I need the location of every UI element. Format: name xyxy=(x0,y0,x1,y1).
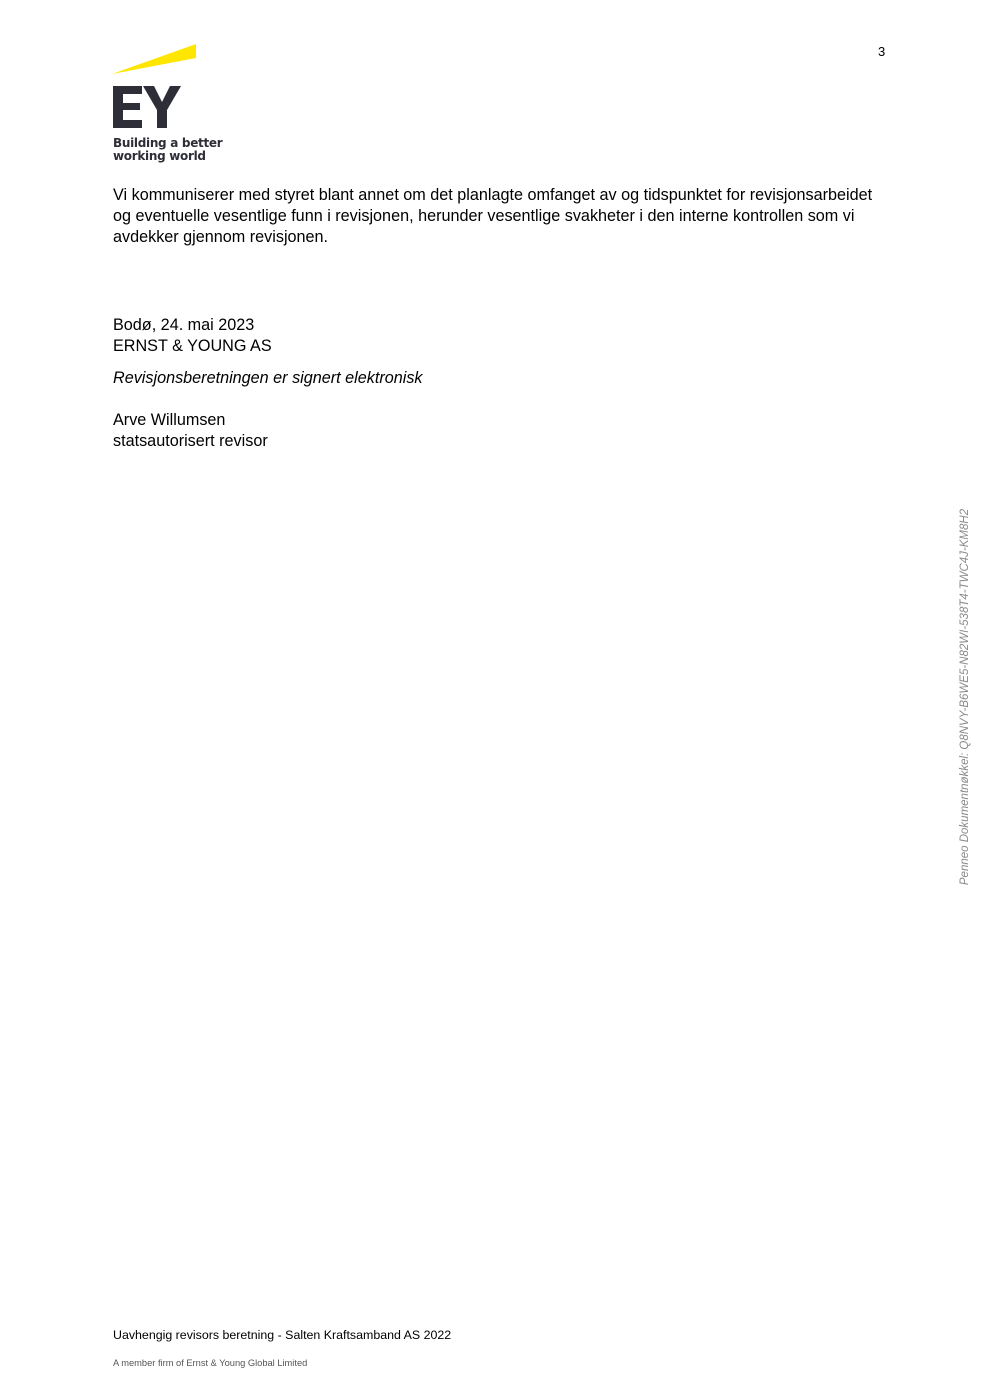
ey-logo-mark xyxy=(112,42,222,134)
penneo-document-key: Penneo Dokumentnøkkel: Q8NVY-B6WE5-N82WI-538T4-TWC4J-KM8H2 xyxy=(959,508,971,886)
place-and-firm xyxy=(113,315,272,356)
logo-tagline-line1: Building a better xyxy=(113,136,223,150)
signed-electronically-note: Revisjonsberetningen er signert elektronisk xyxy=(113,369,423,387)
signer-name: Arve Willumsen xyxy=(113,411,226,429)
footer-member-note: A member firm of Ernst & Young Global Limited xyxy=(113,1358,308,1368)
logo-tagline-line2: working world xyxy=(113,149,206,163)
ey-logo xyxy=(112,42,222,167)
signer-block xyxy=(113,410,268,452)
place-date: Bodø, 24. mai 2023 xyxy=(113,316,255,334)
firm-name: ERNST & YOUNG AS xyxy=(113,336,272,355)
footer-title: Uavhengig revisors beretning - Salten Kraftsamband AS 2022 xyxy=(113,1328,452,1342)
page-number: 3 xyxy=(878,44,886,59)
body-paragraph-text: Vi kommuniserer med styret blant annet om det planlagte omfanget av og tidspunktet for revisjonsarbeidet og eventuelle vesentlige funn i revisjonen, herunder vesentlige svakheter i den interne kontrollen som vi avdekker gjennom revisjonen. xyxy=(113,186,873,246)
ey-logo-beam xyxy=(112,44,196,74)
signer-title: statsautorisert revisor xyxy=(113,432,268,450)
ey-logo-wordmark xyxy=(113,86,181,128)
body-paragraph xyxy=(113,185,893,247)
ey-logo-tagline xyxy=(113,137,222,163)
